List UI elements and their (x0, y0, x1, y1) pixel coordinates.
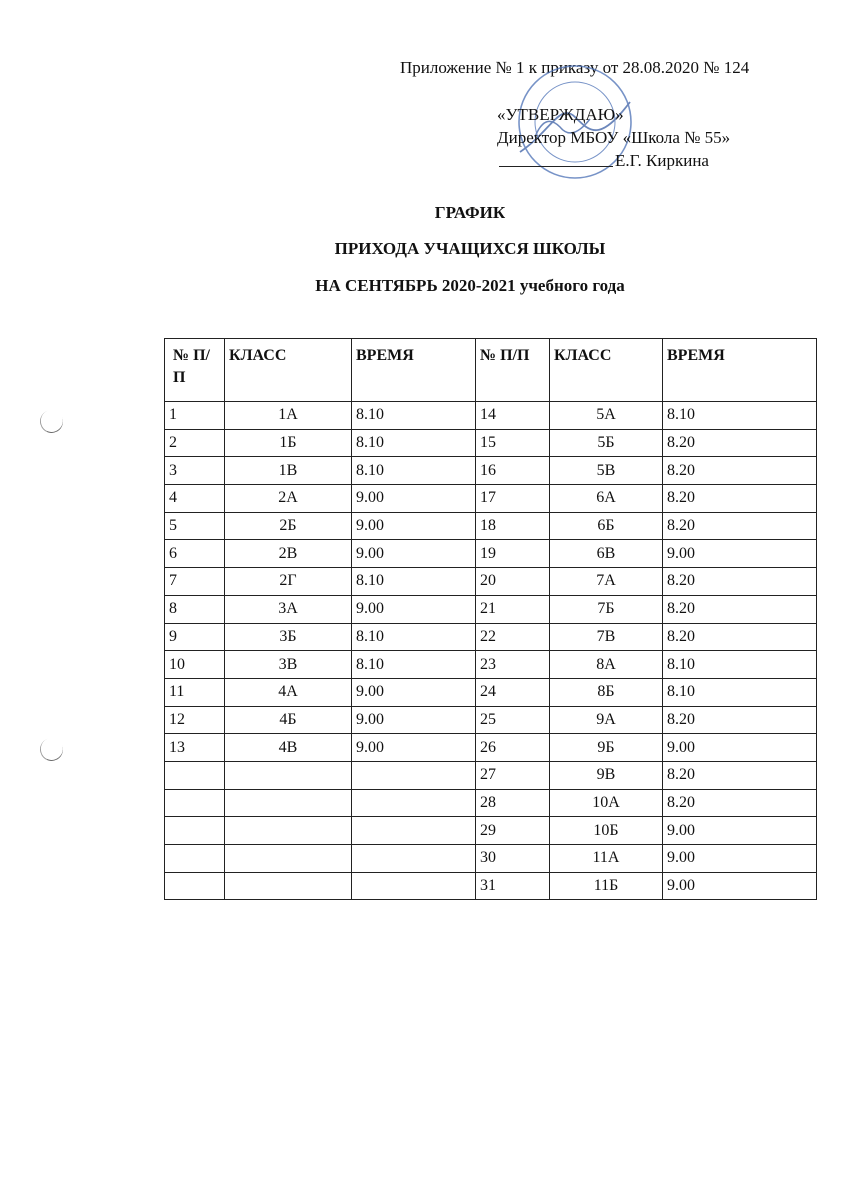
row-number-cell: 4 (165, 485, 225, 513)
row-number-cell: 1 (165, 402, 225, 430)
class-cell (225, 845, 352, 873)
time-cell: 8.20 (663, 789, 817, 817)
time-cell: 8.10 (352, 623, 476, 651)
class-cell (225, 817, 352, 845)
class-cell: 9А (550, 706, 663, 734)
row-number-cell: 30 (476, 845, 550, 873)
row-number-cell: 31 (476, 872, 550, 900)
row-number-cell: 29 (476, 817, 550, 845)
class-cell: 11А (550, 845, 663, 873)
class-cell (225, 789, 352, 817)
signer-name: Е.Г. Киркина (615, 151, 709, 170)
punch-hole-icon (37, 735, 66, 764)
row-number-cell (165, 817, 225, 845)
table-row (165, 485, 817, 513)
class-cell: 1А (225, 402, 352, 430)
signature-line (499, 166, 613, 167)
row-number-cell (165, 845, 225, 873)
row-number-cell: 17 (476, 485, 550, 513)
title-line-2: ПРИХОДА УЧАЩИХСЯ ШКОЛЫ (334, 239, 606, 258)
title-line-1: ГРАФИК (434, 203, 506, 222)
row-number-cell: 28 (476, 789, 550, 817)
row-number-cell: 23 (476, 651, 550, 679)
class-cell: 3А (225, 595, 352, 623)
header-cell: № П/П (476, 339, 550, 402)
title-line-3: НА СЕНТЯБРЬ 2020-2021 учебного года (315, 276, 625, 295)
class-cell: 6В (550, 540, 663, 568)
row-number-cell: 27 (476, 761, 550, 789)
class-cell: 3В (225, 651, 352, 679)
table-row (165, 706, 817, 734)
table-row (165, 402, 817, 430)
approval-block (497, 103, 757, 172)
class-cell: 10А (550, 789, 663, 817)
class-cell: 11Б (550, 872, 663, 900)
row-number-cell: 14 (476, 402, 550, 430)
class-cell: 2Б (225, 512, 352, 540)
class-cell: 5В (550, 457, 663, 485)
row-number-cell: 15 (476, 429, 550, 457)
row-number-cell: 9 (165, 623, 225, 651)
row-number-cell: 13 (165, 734, 225, 762)
table-row (165, 568, 817, 596)
table-row (165, 789, 817, 817)
table-row (165, 429, 817, 457)
table-row (165, 457, 817, 485)
time-cell (352, 761, 476, 789)
time-cell: 9.00 (352, 678, 476, 706)
time-cell: 8.20 (663, 568, 817, 596)
class-cell: 4Б (225, 706, 352, 734)
time-cell: 8.10 (663, 402, 817, 430)
header-cell: КЛАСС (550, 339, 663, 402)
class-cell: 8А (550, 651, 663, 679)
class-cell: 9В (550, 761, 663, 789)
table-row (165, 678, 817, 706)
class-cell: 7Б (550, 595, 663, 623)
time-cell: 8.10 (352, 568, 476, 596)
time-cell: 8.10 (352, 651, 476, 679)
row-number-cell: 12 (165, 706, 225, 734)
row-number-cell: 18 (476, 512, 550, 540)
row-number-cell: 19 (476, 540, 550, 568)
time-cell (352, 817, 476, 845)
table-row (165, 872, 817, 900)
row-number-cell (165, 761, 225, 789)
row-number-cell: 26 (476, 734, 550, 762)
time-cell: 8.10 (663, 678, 817, 706)
row-number-cell: 20 (476, 568, 550, 596)
class-cell: 4А (225, 678, 352, 706)
time-cell: 8.10 (352, 429, 476, 457)
class-cell: 5А (550, 402, 663, 430)
row-number-cell (165, 872, 225, 900)
time-cell (352, 872, 476, 900)
time-cell: 9.00 (352, 595, 476, 623)
time-cell: 8.20 (663, 623, 817, 651)
class-cell: 2В (225, 540, 352, 568)
row-number-cell: 11 (165, 678, 225, 706)
header-cell: КЛАСС (225, 339, 352, 402)
row-number-cell: 24 (476, 678, 550, 706)
time-cell: 8.20 (663, 761, 817, 789)
time-cell: 8.10 (663, 651, 817, 679)
header-cell: ВРЕМЯ (352, 339, 476, 402)
row-number-cell: 6 (165, 540, 225, 568)
time-cell: 8.20 (663, 429, 817, 457)
row-number-cell: 25 (476, 706, 550, 734)
row-number-cell: 21 (476, 595, 550, 623)
table-row (165, 845, 817, 873)
class-cell: 10Б (550, 817, 663, 845)
table-row (165, 540, 817, 568)
class-cell: 7А (550, 568, 663, 596)
time-cell: 9.00 (663, 872, 817, 900)
time-cell: 8.20 (663, 595, 817, 623)
class-cell: 1В (225, 457, 352, 485)
row-number-cell: 7 (165, 568, 225, 596)
class-cell: 1Б (225, 429, 352, 457)
table-row (165, 512, 817, 540)
row-number-cell: 3 (165, 457, 225, 485)
signature-row (497, 149, 757, 172)
table-header-row (165, 339, 817, 402)
time-cell: 8.20 (663, 512, 817, 540)
time-cell: 9.00 (352, 734, 476, 762)
punch-hole-icon (37, 407, 66, 436)
class-cell: 9Б (550, 734, 663, 762)
class-cell: 5Б (550, 429, 663, 457)
table-row (165, 817, 817, 845)
row-number-cell: 10 (165, 651, 225, 679)
time-cell: 9.00 (663, 540, 817, 568)
time-cell (352, 789, 476, 817)
row-number-cell: 8 (165, 595, 225, 623)
row-number-cell: 2 (165, 429, 225, 457)
time-cell: 8.20 (663, 706, 817, 734)
class-cell: 8Б (550, 678, 663, 706)
row-number-cell (165, 789, 225, 817)
class-cell (225, 761, 352, 789)
class-cell: 2Г (225, 568, 352, 596)
class-cell: 7В (550, 623, 663, 651)
time-cell: 8.10 (352, 457, 476, 485)
table-row (165, 761, 817, 789)
table-row (165, 623, 817, 651)
class-cell: 4В (225, 734, 352, 762)
time-cell: 9.00 (352, 706, 476, 734)
time-cell: 8.10 (352, 402, 476, 430)
approve-label: «УТВЕРЖДАЮ» (497, 105, 624, 124)
time-cell: 9.00 (663, 817, 817, 845)
header-cell: № П/П (165, 339, 225, 402)
class-cell: 2А (225, 485, 352, 513)
appendix-note: Приложение № 1 к приказу от 28.08.2020 № 124 (400, 58, 750, 77)
time-cell: 8.20 (663, 457, 817, 485)
class-cell: 6А (550, 485, 663, 513)
row-number-cell: 22 (476, 623, 550, 651)
arrival-schedule-table (164, 338, 817, 900)
table-row (165, 734, 817, 762)
time-cell: 9.00 (352, 540, 476, 568)
time-cell (352, 845, 476, 873)
time-cell: 8.20 (663, 485, 817, 513)
time-cell: 9.00 (663, 734, 817, 762)
table-row (165, 651, 817, 679)
row-number-cell: 5 (165, 512, 225, 540)
time-cell: 9.00 (352, 512, 476, 540)
class-cell: 6Б (550, 512, 663, 540)
director-position: Директор МБОУ «Школа № 55» (497, 128, 731, 147)
header-cell: ВРЕМЯ (663, 339, 817, 402)
class-cell: 3Б (225, 623, 352, 651)
row-number-cell: 16 (476, 457, 550, 485)
class-cell (225, 872, 352, 900)
time-cell: 9.00 (352, 485, 476, 513)
table-body (165, 402, 817, 900)
table-row (165, 595, 817, 623)
time-cell: 9.00 (663, 845, 817, 873)
